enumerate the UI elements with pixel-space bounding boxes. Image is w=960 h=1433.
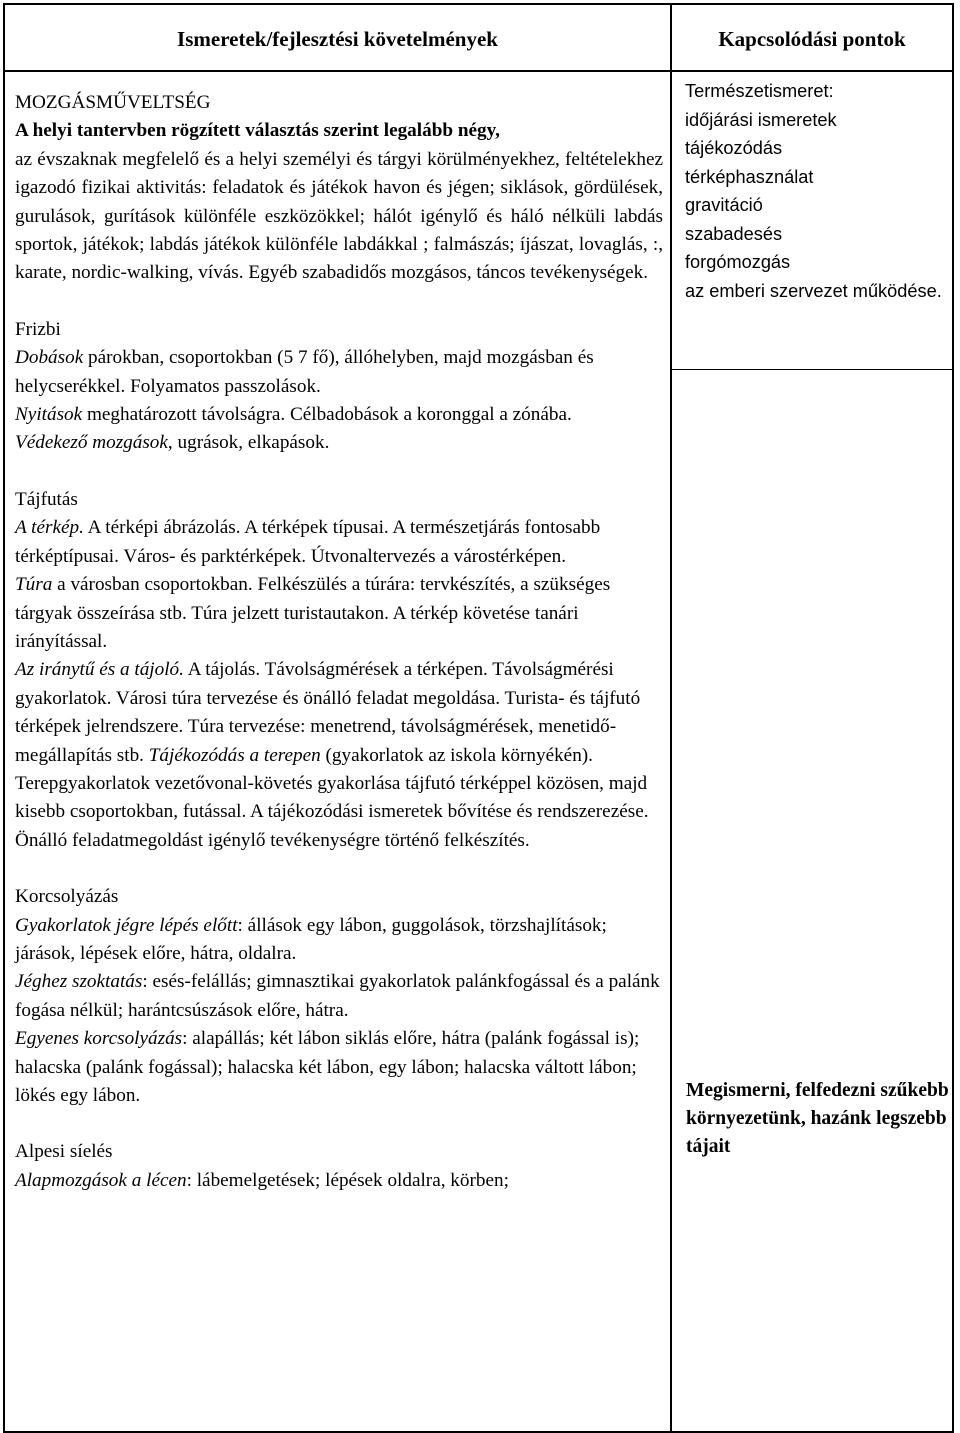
connection-item: szabadesés [685,223,783,244]
paragraph [15,1025,663,1110]
italic-term: Dobások [15,347,84,369]
connection-item: térképhasználat [685,166,814,187]
connection-item: az emberi szervezet működése. [685,280,942,301]
right-cell-divider [672,369,952,370]
section-mozgas [15,89,663,288]
goal-statement: Megismerni, felfedezni szűkebb környezetünk, hazánk legszebb tájait [686,1080,949,1158]
section-title: Alpesi síelés [15,1141,113,1163]
connection-item: gravitáció [685,195,763,215]
header-connections: Kapcsolódási pontok [718,27,906,51]
text: A térképi ábrázolás. A térképek típusai. A természetjárás fontosabb térképtípusai. Város- és parktérképek. Útvonaltervezés a várostérképen. [15,517,601,567]
paragraph [15,344,663,401]
section-frizbi [15,316,663,458]
text: a városban csoportokban. Felkészülés a túrára: tervkészítés, a szükséges tárgyak összeírása stb. Túra jelzett turistautakon. A térkép követése tanári irányítással. [15,574,611,652]
paragraph [15,968,663,1025]
italic-term: Jéghez szoktatás [15,971,143,993]
italic-term: Gyakorlatok jégre lépés előtt [15,914,238,936]
paragraph [15,571,663,656]
text: párokban, csoportokban (5 7 fő), állóhelyben, majd mozgásban és helycserékkel. Folyamatos passzolások. [15,347,594,397]
paragraph [15,429,663,457]
column-divider [670,5,672,1431]
paragraph [15,912,663,969]
italic-term: Egyenes korcsolyázás [15,1028,183,1050]
header-divider [5,70,952,72]
connections-list [685,77,950,305]
section-korcsolya [15,883,663,1110]
italic-term: Túra [15,574,53,596]
italic-term: A térkép. [15,517,84,539]
paragraph [15,1167,663,1195]
section-title: Frizbi [15,318,61,340]
text: , ugrások, elkapások. [167,432,330,454]
section-title: Tájfutás [15,488,78,510]
requirements-column [15,89,663,1195]
curriculum-table [3,3,954,1433]
header-requirements: Ismeretek/fejlesztési követelmények [177,27,498,51]
italic-term: Nyitások [15,404,83,426]
connection-item: időjárási ismeretek [685,109,837,130]
paragraph [15,401,663,429]
text: : alapállás; két lábon siklás előre, hátra (palánk fogással is); halacska (palánk fogással); halacska két lábon, egy lábon; halacska váltott lábon; lökés egy lábon. [15,1028,640,1106]
text: : állások egy lábon, guggolások, törzshajlítások; járások, lépések előre, hátra, oldalra. [15,914,607,964]
italic-term: Alapmozgások a lécen [15,1169,187,1191]
connection-item: forgómozgás [685,252,791,272]
paragraph: az évszaknak megfelelő és a helyi személyi és tárgyi körülményekhez, feltételekhez igazodó fizikai aktivitás: feladatok és játékok havon és jégen; siklások, gördülések, gurulások, gurítások különféle eszközökkel; hálót igénylő és háló nélküli labdás sportok, játékok; labdás játékok különféle labdákkal ; falmászás; íjászat, lovaglás, :, karate, nordic-walking, vívás. Egyéb szabadidős mozgásos, táncos tevékenységek. [15,148,663,284]
bold-line: A helyi tantervben rögzített választás szerint legalább négy, [15,120,500,142]
italic-term: Az iránytű és a tájoló. [15,659,184,681]
section-title: MOZGÁSMŰVELTSÉG [15,92,211,113]
section-title: Korcsolyázás [15,886,119,908]
section-tajfutas [15,486,663,855]
text: : lábemelgetések; lépések oldalra, körben; [186,1169,509,1191]
text: meghatározott távolságra. Célbadobások a koronggal a zónába. [82,404,572,426]
paragraph [15,514,663,571]
connection-item: Természetismeret: [685,81,834,101]
paragraph [15,656,663,855]
connection-item: tájékozódás [685,138,783,158]
section-alpesi [15,1138,663,1195]
text: : esés-felállás; gimnasztikai gyakorlatok palánkfogással és a palánk fogása nélkül; harántcsúszások előre, hátra. [15,971,660,1021]
text: A tájolás. Távolságmérések a térképen. Távolságmérési gyakorlatok. Városi túra tervezése és önálló feladat megoldása. Turista- és tájfutó térképek jelrendszere. Túra tervezése: menetrend, távolságmérések, menetidő-megállapítás stb. [15,659,641,766]
text: (gyakorlatok az iskola környékén). Terepgyakorlatok vezetővonal-követés gyakorlása tájfutó térképpel közösen, majd kisebb csoportokban, futással. A tájékozódási ismeretek bővítése és rendszerezése. Önálló feladatmegoldást igénylő tevékenységre történő felkészítés. [15,744,649,851]
italic-term: Védekező mozgások [15,432,168,454]
italic-term: Tájékozódás a terepen [148,744,321,766]
